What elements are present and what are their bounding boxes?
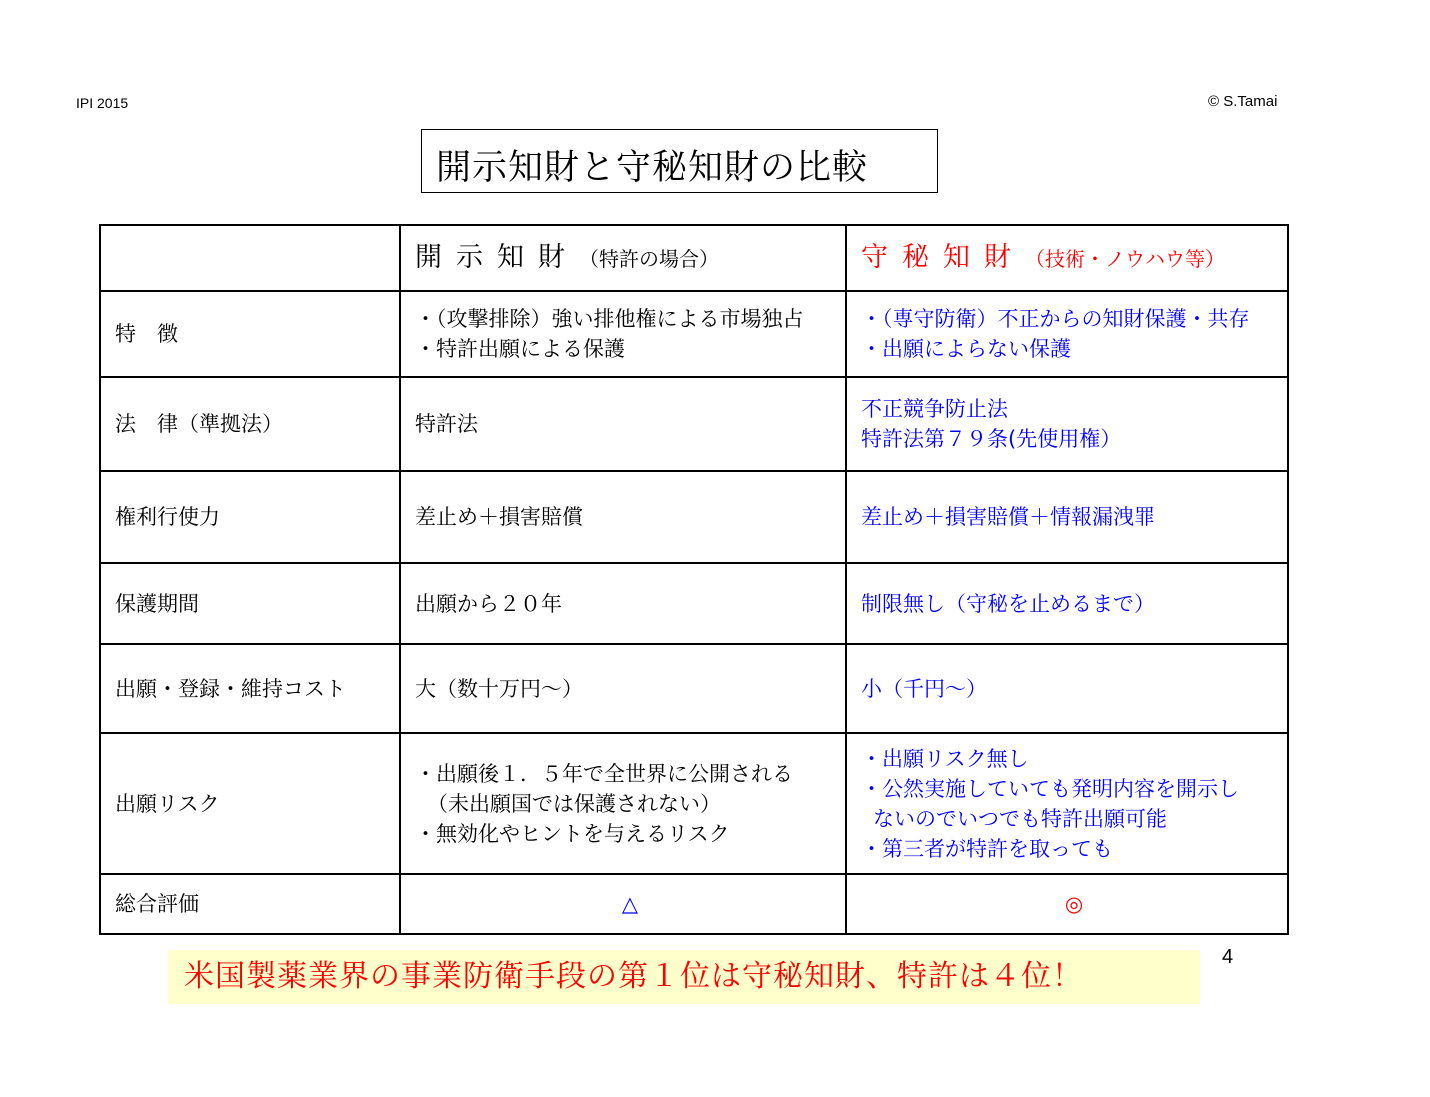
cell-line: 特許法第７９条(先使用権） <box>861 427 1122 451</box>
conclusion-banner: 米国製薬業界の事業防衛手段の第１位は守秘知財、特許は４位！ <box>168 950 1200 1004</box>
table-row <box>100 377 1288 471</box>
table-row <box>100 291 1288 377</box>
cell-line: ・無効化やヒントを与えるリスク <box>415 821 730 846</box>
table-row <box>100 563 1288 644</box>
table-row <box>100 644 1288 733</box>
header-disclosed-cell <box>400 225 846 291</box>
comparison-table <box>99 224 1289 935</box>
header-secret-cell <box>846 225 1288 291</box>
disclosed-cell <box>400 563 846 644</box>
disclosed-cell <box>400 644 846 733</box>
cell-line: ・出願後１．５年で全世界に公開される <box>415 761 793 786</box>
cell-line: ・公然実施していても発明内容を開示し <box>861 776 1239 801</box>
table-row <box>100 733 1288 874</box>
cell-line: 出願から２０年 <box>415 591 562 616</box>
row-label: 法 律（準拠法） <box>100 377 400 471</box>
header-secret-label: 守秘知財 <box>861 241 1025 273</box>
secret-cell <box>846 644 1288 733</box>
row-label: 特 徴 <box>100 291 400 377</box>
row-label: 出願・登録・維持コスト <box>100 644 400 733</box>
row-label: 総合評価 <box>100 874 400 934</box>
cell-line: 差止め＋損害賠償＋情報漏洩罪 <box>861 505 1155 529</box>
disclosed-cell <box>400 291 846 377</box>
disclosed-cell <box>400 733 846 874</box>
header-secret-note: （技術・ノウハウ等） <box>1025 246 1225 271</box>
secret-cell <box>846 563 1288 644</box>
table-row <box>100 874 1288 934</box>
cell-line: 大（数十万円～） <box>415 676 583 701</box>
disclosed-cell <box>400 377 846 471</box>
cell-line: ・（攻撃排除）強い排他権による市場独占 <box>415 307 804 331</box>
cell-line: （未出願国では保護されない） <box>427 791 721 816</box>
header-disclosed-label: 開示知財 <box>415 241 579 273</box>
cell-line: ・出願によらない保護 <box>861 337 1071 361</box>
cell-line: ・特許出願による保護 <box>415 337 625 361</box>
table-header-row <box>100 225 1288 291</box>
secret-cell <box>846 291 1288 377</box>
cell-line: ないのでいつでも特許出願可能 <box>873 806 1167 831</box>
row-label: 保護期間 <box>100 563 400 644</box>
page-title: 開示知財と守秘知財の比較 <box>436 148 869 188</box>
secret-cell <box>846 733 1288 874</box>
row-label: 権利行使力 <box>100 471 400 563</box>
row-label: 出願リスク <box>100 733 400 874</box>
disclosed-cell <box>400 471 846 563</box>
secret-cell <box>846 377 1288 471</box>
title-box <box>421 129 938 193</box>
cell-line: 制限無し（守秘を止めるまで） <box>861 591 1155 616</box>
cell-line: 不正競争防止法 <box>861 397 1008 421</box>
header-left-label: IPI 2015 <box>76 95 129 111</box>
page-number: 4 <box>1222 946 1234 968</box>
rating-secret: ◎ <box>846 874 1288 934</box>
cell-line: 差止め＋損害賠償 <box>415 505 583 529</box>
header-empty-cell <box>100 225 400 291</box>
cell-line: ・（専守防衛）不正からの知財保護・共存 <box>861 307 1250 331</box>
copyright-label: © S.Tamai <box>1208 93 1278 110</box>
cell-line: 特許法 <box>415 412 478 436</box>
rating-disclosed: △ <box>400 874 846 934</box>
table-row <box>100 471 1288 563</box>
cell-line: ・第三者が特許を取っても <box>861 836 1113 861</box>
header-disclosed-note: （特許の場合） <box>579 246 719 271</box>
cell-line: ・出願リスク無し <box>861 746 1029 771</box>
cell-line: 小（千円～） <box>861 676 987 701</box>
secret-cell <box>846 471 1288 563</box>
